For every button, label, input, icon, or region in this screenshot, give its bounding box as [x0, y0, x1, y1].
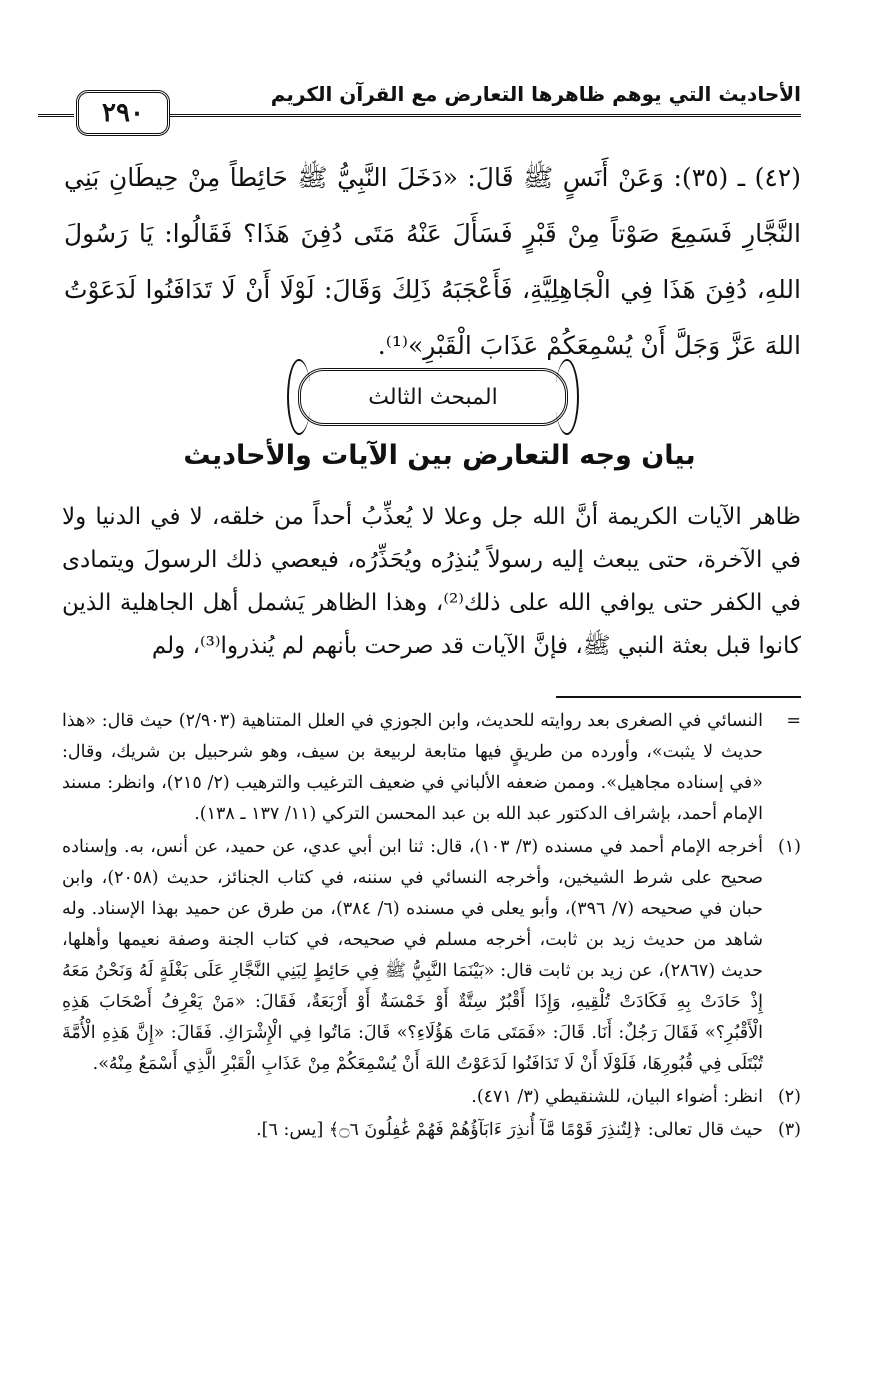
section-label-ornament	[298, 368, 568, 426]
running-title: الأحاديث التي يوهم ظاهرها التعارض مع القرآن الكريم	[263, 82, 801, 106]
footnote-mark: =	[786, 711, 801, 731]
section-heading: بيان وجه التعارض بين الآيات والأحاديث	[183, 440, 696, 471]
footnote-text: حيث قال تعالى: ﴿لِتُنذِرَ قَوْمًا مَّآ أُنذِرَ ءَابَآؤُهُمْ فَهُمْ غَٰفِلُونَ ۝٦﴾ [يس: ٦].	[256, 1120, 763, 1140]
footnote-text: أخرجه الإمام أحمد في مسنده (٣/ ١٠٣)، قال: ثنا ابن أبي عدي، عن حميد، عن أنس، به. وإسناده صحيح على شرط الشيخين، وأخرجه النسائي في سننه، في كتاب الجنائز، حديث (٢٠٥٨)، وابن حبان في صحيحه (٧/ ٣٩٦)، وأبو يعلى في مسنده (٦/ ٣٨٤)، من طرق عن حميد بهذا الإسناد. وله شاهد من حديث زيد بن ثابت، أخرجه مسلم في صحيحه، في كتاب الجنة وصفة نعيمها وأهلها، حديث (٢٨٦٧)، عن زيد بن ثابت قال: «بَيْنَمَا النَّبِيُّ ﷺ فِي حَائِطٍ لِبَنِي النَّجَّارِ عَلَى بَغْلَةٍ لَهُ وَنَحْنُ مَعَهُ إِذْ حَادَتْ بِهِ فَكَادَتْ تُلْقِيهِ، وَإِذَا أَقْبُرٌ سِتَّةٌ أَوْ خَمْسَةٌ أَوْ أَرْبَعَةٌ، فَقَالَ: «مَنْ يَعْرِفُ أَصْحَابَ هَذِهِ الْأَقْبُرِ؟» فَقَالَ رَجُلٌ: أَنَا. قَالَ: «فَمَتَى مَاتَ هَؤُلَاءِ؟» قَالَ: مَاتُوا فِي الْإِشْرَاكِ. فَقَالَ: «إِنَّ هَذِهِ الْأُمَّةَ تُبْتَلَى فِي قُبُورِهَا، فَلَوْلَا أَنْ لَا تَدَافَنُوا لَدَعَوْتُ اللهَ أَنْ يُسْمِعَكُمْ مِنْ عَذَابِ الْقَبْرِ الَّذِي أَسْمَعُ مِنْهُ».	[62, 837, 764, 1074]
footnote-1	[62, 832, 801, 1080]
footnote-mark: (٢)	[777, 1087, 801, 1107]
body-paragraph: ظاهر الآيات الكريمة أنَّ الله جل وعلا لا يُعذِّبُ أحداً من خلقه، لا في الدنيا ولا في الآخرة، حتى يبعث إليه رسولاً يُنذِرُه ويُحَذِّرُه، فيعصي ذلك الرسولَ ويتمادى في الكفر حتى يوافي الله على ذلك⁽²⁾، وهذا الظاهر يَشمل أهل الجاهلية الذين كانوا قبل بعثة النبي ﷺ، فإنَّ الآيات قد صرحت بأنهم لم يُنذروا⁽³⁾، ولم	[62, 504, 801, 659]
footnote-mark: (١)	[777, 837, 801, 857]
ornament-curl-right-icon	[555, 359, 579, 435]
header-rule	[170, 114, 801, 117]
page-header	[38, 82, 801, 140]
header-rule-left	[38, 114, 74, 117]
footnote-separator	[556, 696, 801, 698]
footnote-2	[62, 1082, 801, 1113]
footnote-text: انظر: أضواء البيان، للشنقيطي (٣/ ٤٧١).	[471, 1087, 763, 1107]
ornament-curl-left-icon	[287, 359, 311, 435]
section-label: المبحث الثالث	[368, 384, 498, 410]
footnote-3	[62, 1115, 801, 1146]
footnote-continued	[62, 706, 801, 830]
footnote-mark: (٣)	[777, 1120, 801, 1140]
footnotes	[62, 706, 801, 1148]
hadith-text: (٤٢) ـ (٣٥): وَعَنْ أَنَسٍ ﷺ قَالَ: «دَخَلَ النَّبِيُّ ﷺ حَائِطاً مِنْ حِيطَانِ بَنِي النَّجَّارِ فَسَمِعَ صَوْتاً مِنْ قَبْرٍ فَسَأَلَ عَنْهُ مَتَى دُفِنَ هَذَا؟ فَقَالُوا: يَا رَسُولَ اللهِ، دُفِنَ هَذَا فِي الْجَاهِلِيَّةِ، فَأَعْجَبَهُ ذَلِكَ وَقَالَ: لَوْلَا أَنْ لَا تَدَافَنُوا لَدَعَوْتُ اللهَ عَزَّ وَجَلَّ أَنْ يُسْمِعَكُمْ عَذَابَ الْقَبْرِ»⁽¹⁾.	[64, 163, 801, 360]
page-number: ٢٩٠	[76, 90, 170, 136]
footnote-text: النسائي في الصغرى بعد روايته للحديث، وابن الجوزي في العلل المتناهية (٢/٩٠٣) حيث قال: «هذا حديث لا يثبت»، وأورده من طريقٍ فيها متابعة لربيعة بن سيف، وهو شرحبيل بن شريك، وقال: «في إسناده مجاهيل». وممن ضعفه الألباني في ضعيف الترغيب والترهيب (٢/ ٢١٥)، وانظر: مسند الإمام أحمد، بإشراف الدكتور عبد الله بن عبد المحسن التركي (١١/ ١٣٧ ـ ١٣٨).	[62, 711, 763, 824]
